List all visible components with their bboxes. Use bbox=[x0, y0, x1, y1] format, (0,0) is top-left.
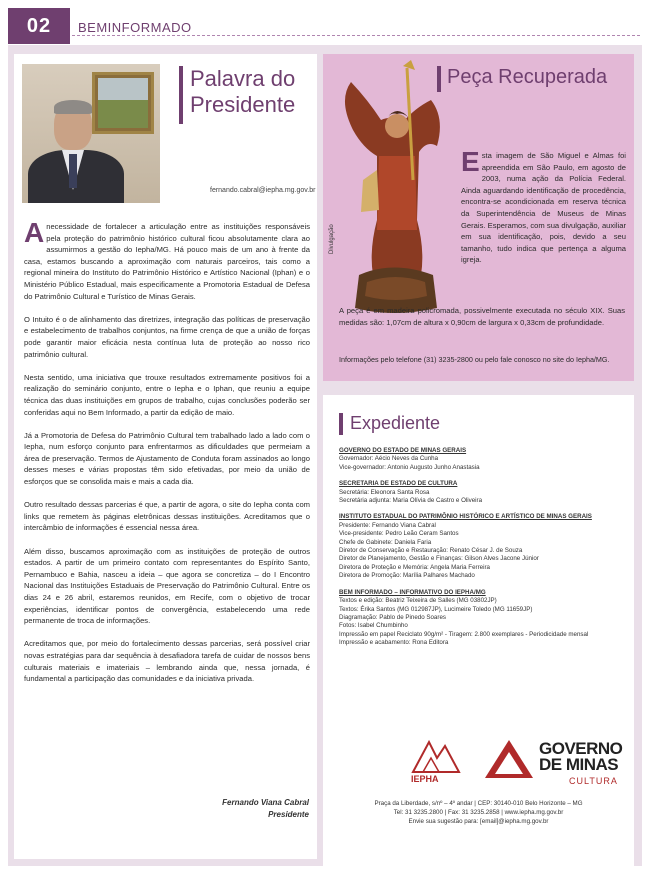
article-paragraph: Outro resultado dessas parcerias é que, a partir de agora, o site do Iepha conta com links que remetem às páginas eletrônicas dessas instituições. Acreditamos que o intercâmbio de informações é essencial nessa área. bbox=[24, 500, 310, 533]
expediente-line: Diretora de Promoção: Marília Palhares Machado bbox=[339, 572, 475, 580]
president-photo bbox=[22, 64, 160, 203]
title-accent-bar bbox=[437, 66, 441, 92]
article-paragraph: Nesta sentido, uma iniciativa que trouxe resultados extremamente positivos foi a realização do seminário conjunto, entre o Iepha e o Iphan, que reuniu a equipe técnica das duas instituições em grupos de trabalho, cujas conclusões poderão ser conferidas aqui no Bem Informado, a partir da edição de maio. bbox=[24, 372, 310, 417]
phone-line: Tel: 31 3235.2800 | Fax: 31 3235.2858 | www.iepha.mg.gov.br bbox=[393, 809, 564, 816]
drop-cap: A bbox=[24, 217, 45, 248]
header-rule bbox=[72, 35, 640, 36]
address-line: Praça da Liberdade, s/nº – 4º andar | CEP: 30140-010 Belo Horizonte – MG bbox=[374, 800, 583, 807]
page-header bbox=[0, 0, 650, 46]
expediente-group bbox=[339, 480, 629, 505]
expediente-line: Vice-presidente: Pedro Leão Ceram Santos bbox=[339, 530, 459, 538]
address-block bbox=[323, 799, 634, 826]
brand-name: BEMINFORMADO bbox=[78, 20, 192, 35]
expediente-list bbox=[339, 447, 629, 656]
page-number: 02 bbox=[8, 8, 70, 44]
signature-role: Presidente bbox=[268, 810, 309, 819]
iepha-logo bbox=[409, 738, 463, 786]
title-accent-bar bbox=[179, 66, 183, 124]
governo-minas-logo bbox=[483, 738, 623, 792]
saint-michael-statue-image bbox=[333, 60, 458, 318]
expediente-line: Diretora de Proteção e Memória: Angela Maria Ferreira bbox=[339, 563, 490, 571]
expediente-title: Expediente bbox=[350, 413, 441, 433]
expediente-line: Diretor de Planejamento, Gestão e Finanças: Gilson Alves Jacone Júnior bbox=[339, 555, 539, 563]
expediente-group bbox=[339, 589, 629, 648]
expediente-line: Secretária adjunta: Maria Olívia de Castro e Oliveira bbox=[339, 497, 483, 505]
expediente-group bbox=[339, 447, 629, 472]
piece-contact: Informações pelo telefone (31) 3235-2800 ou pelo fale conosco no site do Iepha/MG. bbox=[339, 355, 610, 364]
expediente-line: Secretária: Eleonora Santa Rosa bbox=[339, 488, 430, 496]
drop-cap: E bbox=[461, 146, 480, 177]
article-paragraph: Já a Promotoria de Defesa do Patrimônio Cultural tem trabalhado lado a lado com o Iepha, num esforço conjunto para enfrentarmos as dificuldades que permeiam a área de preservação. Termos de Ajustamento de Conduta foram assinados ao longo desses meses e várias propostas têm sido efetivadas, por meio da união de esforços que se consolida mais e mais a cada dia. bbox=[24, 430, 310, 487]
signature bbox=[222, 797, 309, 821]
expediente-panel bbox=[323, 395, 634, 866]
governo-logo-subtext: CULTURA bbox=[569, 776, 618, 786]
president-title: Palavra do Presidente bbox=[190, 66, 296, 117]
painting-image bbox=[92, 72, 154, 134]
expediente-line: Impressão em papel Reciclato 90g/m² - Tiragem: 2.800 exemplares - Periodicidade mensal bbox=[339, 630, 589, 638]
piece-title: Peça Recuperada bbox=[447, 66, 608, 88]
governo-logo-text: DE MINAS bbox=[539, 755, 619, 774]
expediente-line: Governador: Aécio Neves da Cunha bbox=[339, 455, 439, 463]
iepha-logo-text: IEPHA bbox=[411, 774, 439, 784]
expediente-line: Impressão e acabamento: Rona Editora bbox=[339, 639, 449, 647]
expediente-line: Diagramação: Pablo de Pinedo Soares bbox=[339, 613, 446, 621]
expediente-group bbox=[339, 513, 629, 580]
piece-panel bbox=[323, 54, 634, 381]
expediente-line: Textos e edição: Beatriz Teixeira de Salles (MG 03802JP) bbox=[339, 597, 497, 605]
email-line: Envie sua sugestão para: [email]@iepha.mg.gov.br bbox=[408, 818, 549, 825]
president-article bbox=[24, 217, 310, 696]
expediente-heading: SECRETARIA DE ESTADO DE CULTURA bbox=[339, 480, 458, 488]
governo-logo-text: GOVERNO bbox=[539, 739, 623, 758]
expediente-line: Presidente: Fernando Viana Cabral bbox=[339, 521, 436, 529]
article-paragraph: O Intuito é o de alinhamento das diretrizes, integração das políticas de preservação e estabelecimento de trabalhos conjuntos, na firme crença de que a união de forças pode garantir maior eficácia nesta contínua luta de proteção ao nosso rico patrimônio cultural. bbox=[24, 314, 310, 359]
expediente-line: Vice-governador: Antonio Augusto Junho Anastasia bbox=[339, 463, 480, 471]
president-column bbox=[14, 54, 317, 859]
expediente-line: Textos: Érika Santos (MG 012987JP), Lucimeire Toledo (MG 11659JP) bbox=[339, 605, 533, 613]
expediente-heading: GOVERNO DO ESTADO DE MINAS GERAIS bbox=[339, 447, 467, 454]
iepha-mark-icon bbox=[409, 738, 463, 774]
president-email[interactable]: fernando.cabral@iepha.mg.gov.br bbox=[210, 187, 316, 194]
expediente-line: Chefe de Gabinete: Daniela Faria bbox=[339, 538, 432, 546]
expediente-line: Diretor de Conservação e Restauração: Renato César J. de Souza bbox=[339, 547, 523, 555]
governo-triangle-icon bbox=[483, 738, 535, 780]
article-paragraph: Além disso, buscamos aproximação com as instituições de proteção de outros estados. A partir de um primeiro contato com representantes do Espírito Santo, Pernambuco e Bahia, nasceu a ideia – que agora se concretiza – do I Encontro Nacional das Instituições Estaduais de Preservação do Patrimônio Cultural. Entre os dias 24 e 26 abril, estaremos reunidos, em Recife, com o objetivo de trocar experiências, identificar pontos de convergência, estabelecendo uma rede permanente de troca de informações. bbox=[24, 546, 310, 626]
article-paragraph: A necessidade de fortalecer a articulação entre as instituições responsáveis pela proteção do patrimônio histórico cultural ficou absolutamente clara ao assumirmos a gestão do Iepha/MG. Há pouco mais de um ano à frente da casa, estamos buscando a aproximação com naturais parceiros, tais como a regional mineira do Instituto do Patrimônio Histórico e Artístico Nacional (Iphan) e o Ministério Público Estadual, mais especificamente a Promotoria Estadual de Defesa do Patrimônio Cultural e Turístico de Minas Gerais. bbox=[24, 217, 310, 301]
piece-description: Esta imagem de São Miguel e Almas foi apreendida em São Paulo, em agosto de 2003, numa ação da Polícia Federal. Ainda aguardando identificação de procedência, encontra-se acondicionada em reserva técnica da Superintendência de Museus de Minas Gerais. Esperamos, com sua divulgação, auxiliar em sua identificação, pois, devido a seu tamanho, tudo indica que pertença a alguma igreja. bbox=[461, 146, 626, 265]
expediente-line: Fotos: Isabel Chumbinho bbox=[339, 622, 408, 630]
piece-details: A peça é em madeira policromada, possivelmente executada no século XIX. Suas medidas são: 1,07cm de altura x 0,90cm de largura x 0,33cm de profundidade. bbox=[339, 306, 625, 327]
title-accent-bar bbox=[339, 413, 343, 435]
signature-name: Fernando Viana Cabral bbox=[222, 798, 309, 807]
expediente-heading: INSTITUTO ESTADUAL DO PATRIMÔNIO HISTÓRICO E ARTÍSTICO DE MINAS GERAIS bbox=[339, 513, 592, 521]
article-paragraph: Acreditamos que, por meio do fortalecimento dessas parcerias, será possível criar novas estratégias para dar sequência à desafiadora tarefa de cuidar de nossos bens culturais materiais e imateriais – lembrando ainda que, nessa jornada, é fundamental a participação das comunidades e da iniciativa privada. bbox=[24, 639, 310, 684]
photo-credit: Divulgação bbox=[329, 224, 335, 254]
expediente-heading: BEM INFORMADO – INFORMATIVO DO IEPHA/MG bbox=[339, 588, 486, 596]
